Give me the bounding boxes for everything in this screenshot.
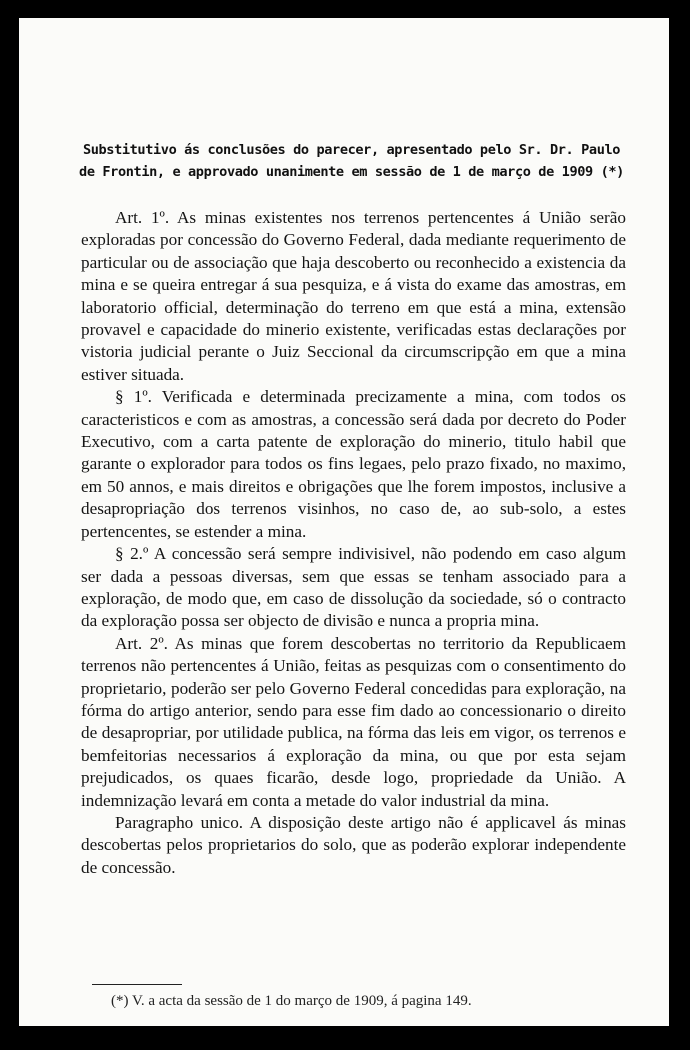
section-2-paragraph: § 2.º A concessão será sempre indivisivel, não podendo em caso algum ser dada a pessoas diversas, sem que essas se tenham associado para a exploração, de modo que, em caso de dissolução da sociedade, só o contracto da exploração possa ser objecto de divisão e nunca a propria mina. [81,544,626,631]
document-body [81,207,626,879]
footnote-divider [92,984,182,985]
document-page [19,18,669,1026]
footnote: (*) V. a acta da sessão de 1 do março de 1909, á pagina 149. [111,993,472,1009]
sole-paragraph: Paragrapho unico. A disposição deste artigo não é applicavel ás minas descobertas pelos proprietarios do solo, que as poderão explorar independente de concessão. [81,812,626,877]
article-1-paragraph: Art. 1º. As minas existentes nos terrenos pertencentes á União serão exploradas por concessão do Governo Federal, dada mediante requerimento de particular ou de associação que haja descoberto ou reconhecido a existencia da mina e se queira entregar á sua pesquiza, e á vista do exame das amostras, em laboratorio official, determinação do terreno em que está a mina, extensão provavel e capacidade do minerio existente, verificadas estas declarações por vistoria judicial perante o Juiz Seccional da circumscripção em que a mina estiver situada. [81,208,626,384]
document-heading: Substitutivo ás conclusões do parecer, apresentado pelo Sr. Dr. Paulo de Frontin, e approvado unanimente em sessão de 1 de março de 1909 (*) [79,142,624,180]
article-2-paragraph: Art. 2º. As minas que forem descobertas no territorio da Republicaem terrenos não pertencentes á União, feitas as pesquizas com o consentimento do proprietario, poderão ser pelo Governo Federal concedidas para exploração, na fórma do artigo anterior, sendo para esse fim dado ao concessionario o direito de desapropriar, por utilidade publica, na fórma das leis em vigor, os terrenos e bemfeitorias necessarios á exploração da mina, ou que por esta sejam prejudicados, os quaes ficarão, desde logo, propriedade da União. A indemnização levará em conta a metade do valor industrial da mina. [81,633,626,810]
section-1-paragraph: § 1º. Verificada e determinada precizamente a mina, com todos os caracteristicos e com as amostras, a concessão será dada por decreto do Poder Executivo, com a carta patente de exploração do minerio, titulo habil que garante o explorador para todos os fins legaes, pelo prazo fixado, no maximo, em 50 annos, e mais direitos e obrigações que lhe forem impostos, inclusive a desapropriação dos terrenos visinhos, no caso de, ao sub-solo, a estes pertencentes, se estender a mina. [81,387,626,541]
